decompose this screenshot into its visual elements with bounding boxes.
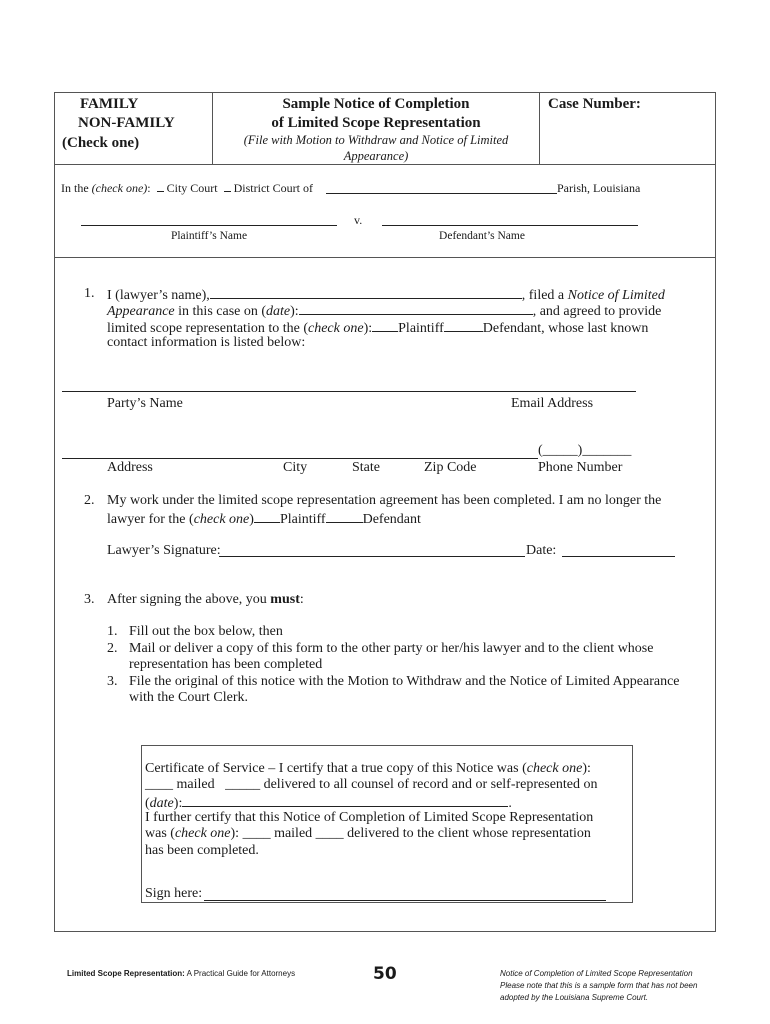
lawyer-signature-field[interactable] bbox=[219, 556, 525, 557]
defendant-name-label: Defendant’s Name bbox=[439, 230, 525, 242]
cert-date-hint: date bbox=[149, 796, 174, 811]
check-one-hint-2: check one bbox=[193, 512, 250, 527]
representation-text: limited scope representation to the ( bbox=[107, 321, 308, 336]
city-court-checkbox[interactable] bbox=[157, 186, 164, 192]
cert-date-period: . bbox=[508, 796, 512, 811]
cert-line1 bbox=[145, 761, 591, 778]
step-3-text-line2: with the Court Clerk. bbox=[129, 690, 248, 705]
filed-date-field[interactable] bbox=[299, 302, 533, 315]
footer-note-line2: Please note that this is a sample form that has not been bbox=[500, 981, 698, 990]
caption-bottom-rule bbox=[54, 257, 716, 258]
cert-date-field[interactable] bbox=[182, 794, 508, 807]
court-line bbox=[61, 181, 313, 195]
header-bottom-rule bbox=[54, 164, 716, 165]
plaintiff-check-field-2[interactable] bbox=[254, 510, 280, 523]
in-the-text: In the bbox=[61, 181, 92, 195]
form-title-line2: of Limited Scope Representation bbox=[271, 115, 481, 131]
defendant-option-2: Defendant bbox=[362, 512, 421, 527]
after-signing-text: After signing the above, you bbox=[107, 592, 271, 607]
cert-date-colon: ): bbox=[173, 796, 183, 811]
lawyer-name-label: I (lawyer’s name), bbox=[107, 288, 210, 303]
check-one-label: (Check one) bbox=[62, 135, 140, 151]
appearance-text: Appearance bbox=[107, 304, 175, 319]
zip-label: Zip Code bbox=[424, 460, 477, 475]
state-label: State bbox=[352, 460, 380, 475]
cert-line4: I further certify that this Notice of Completion of Limited Scope Representation bbox=[145, 810, 594, 825]
lawyer-name-field[interactable] bbox=[210, 286, 522, 299]
check-one-hint-1: check one bbox=[308, 321, 364, 336]
date-hint: date bbox=[266, 304, 291, 319]
plaintiff-name-field[interactable] bbox=[81, 225, 337, 226]
versus-label: v. bbox=[354, 213, 363, 227]
item2-line2 bbox=[107, 510, 421, 529]
item1-line2 bbox=[107, 302, 661, 321]
cert-was-text: was ( bbox=[145, 826, 175, 841]
step-2-text-line1: Mail or deliver a copy of this form to the other party or her/his lawyer and to the client whose bbox=[129, 641, 654, 656]
phone-label: Phone Number bbox=[538, 460, 623, 475]
item1-line4: contact information is listed below: bbox=[107, 335, 306, 350]
party-name-label: Party’s Name bbox=[107, 396, 183, 411]
item2-line1: My work under the limited scope representation agreement has been completed. I am no longer the bbox=[107, 493, 662, 508]
defendant-check-field[interactable] bbox=[444, 319, 483, 332]
item3-number: 3. bbox=[84, 592, 95, 607]
parish-label: Parish, Louisiana bbox=[557, 181, 641, 195]
cert-check-one-hint-2: check one bbox=[174, 826, 231, 841]
filed-a-text: , filed a bbox=[521, 288, 568, 303]
family-option[interactable]: FAMILY bbox=[80, 96, 139, 112]
defendant-check-field-2[interactable] bbox=[326, 510, 363, 523]
check-one-hint: (check one) bbox=[91, 181, 148, 195]
defendant-option: Defendant, whose last known bbox=[482, 321, 649, 336]
footer-guide-rest: A Practical Guide for Attorneys bbox=[184, 969, 296, 978]
cert-check-one-hint: check one bbox=[526, 761, 583, 776]
sign-here-field[interactable] bbox=[204, 900, 606, 901]
notice-title-text: Notice of Limited bbox=[567, 288, 665, 303]
item3-line1 bbox=[107, 592, 304, 609]
footer-note-line1: Notice of Completion of Limited Scope Representation bbox=[500, 969, 693, 978]
district-court-checkbox[interactable] bbox=[224, 186, 231, 192]
colon: : bbox=[147, 181, 151, 195]
sign-here-label: Sign here: bbox=[145, 886, 203, 901]
address-field[interactable] bbox=[62, 458, 538, 459]
phone-prefix-field[interactable]: (_____)_______ bbox=[538, 443, 632, 458]
party-name-email-field[interactable] bbox=[62, 391, 636, 392]
city-court-label: City Court bbox=[166, 181, 218, 195]
must-text: must bbox=[270, 592, 300, 607]
district-court-field[interactable] bbox=[326, 193, 557, 194]
in-this-case-text: in this case on ( bbox=[174, 304, 267, 319]
cert-line2[interactable]: ____ mailed _____ delivered to all counsel of record and or self-represented on bbox=[145, 777, 598, 792]
agreed-text: , and agreed to provide bbox=[532, 304, 662, 319]
plaintiff-check-field[interactable] bbox=[372, 319, 398, 332]
step-2-number: 2. bbox=[107, 641, 118, 656]
lawyer-signature-label: Lawyer’s Signature: bbox=[107, 543, 221, 558]
footer-guide-bold: Limited Scope Representation: bbox=[67, 969, 185, 978]
non-family-option[interactable]: NON-FAMILY bbox=[78, 115, 175, 131]
item2-number: 2. bbox=[84, 493, 95, 508]
footer-guide-title bbox=[67, 969, 295, 978]
page-number: 50 bbox=[373, 964, 397, 984]
step-2-text-line2: representation has been completed bbox=[129, 657, 323, 672]
signature-date-label: Date: bbox=[526, 543, 557, 558]
address-label: Address bbox=[107, 460, 153, 475]
step-3-number: 3. bbox=[107, 674, 118, 689]
signature-date-field[interactable] bbox=[562, 556, 675, 557]
cert-line5 bbox=[145, 826, 591, 843]
check-one-colon-1: ): bbox=[363, 321, 373, 336]
plaintiff-option-2: Plaintiff bbox=[279, 512, 326, 527]
cert-client-delivery-text[interactable]: ): ____ mailed ____ delivered to the client whose representation bbox=[230, 826, 591, 841]
date-colon: ): bbox=[290, 304, 299, 319]
step-1-number: 1. bbox=[107, 624, 118, 639]
plaintiff-name-label: Plaintiff’s Name bbox=[170, 230, 248, 242]
cert-colon: ): bbox=[582, 761, 591, 776]
form-subtitle-line2: Appearance) bbox=[343, 149, 409, 163]
plaintiff-option: Plaintiff bbox=[398, 321, 444, 336]
form-subtitle-line1: (File with Motion to Withdraw and Notice of Limited bbox=[243, 133, 509, 147]
defendant-name-field[interactable] bbox=[382, 225, 638, 226]
city-label: City bbox=[283, 460, 308, 475]
step-3-text-line1: File the original of this notice with the Motion to Withdraw and the Notice of Limited Appearance bbox=[129, 674, 680, 689]
cert-line6: has been completed. bbox=[145, 843, 259, 858]
must-colon: : bbox=[299, 592, 304, 607]
step-1-text: Fill out the box below, then bbox=[129, 624, 283, 639]
cert-intro-text: Certificate of Service – I certify that a true copy of this Notice was ( bbox=[145, 761, 527, 776]
footer-note-line3: adopted by the Louisiana Supreme Court. bbox=[500, 993, 649, 1002]
lawyer-for-text: lawyer for the ( bbox=[107, 512, 194, 527]
district-court-label: District Court of bbox=[233, 181, 313, 195]
case-number-label: Case Number: bbox=[548, 96, 641, 112]
check-one-close-2: ) bbox=[249, 512, 254, 527]
item1-number: 1. bbox=[84, 286, 95, 301]
email-label: Email Address bbox=[511, 396, 594, 411]
form-title-line1: Sample Notice of Completion bbox=[282, 96, 470, 112]
header-divider-right bbox=[539, 92, 540, 164]
cert-date-open: ( bbox=[145, 796, 150, 811]
